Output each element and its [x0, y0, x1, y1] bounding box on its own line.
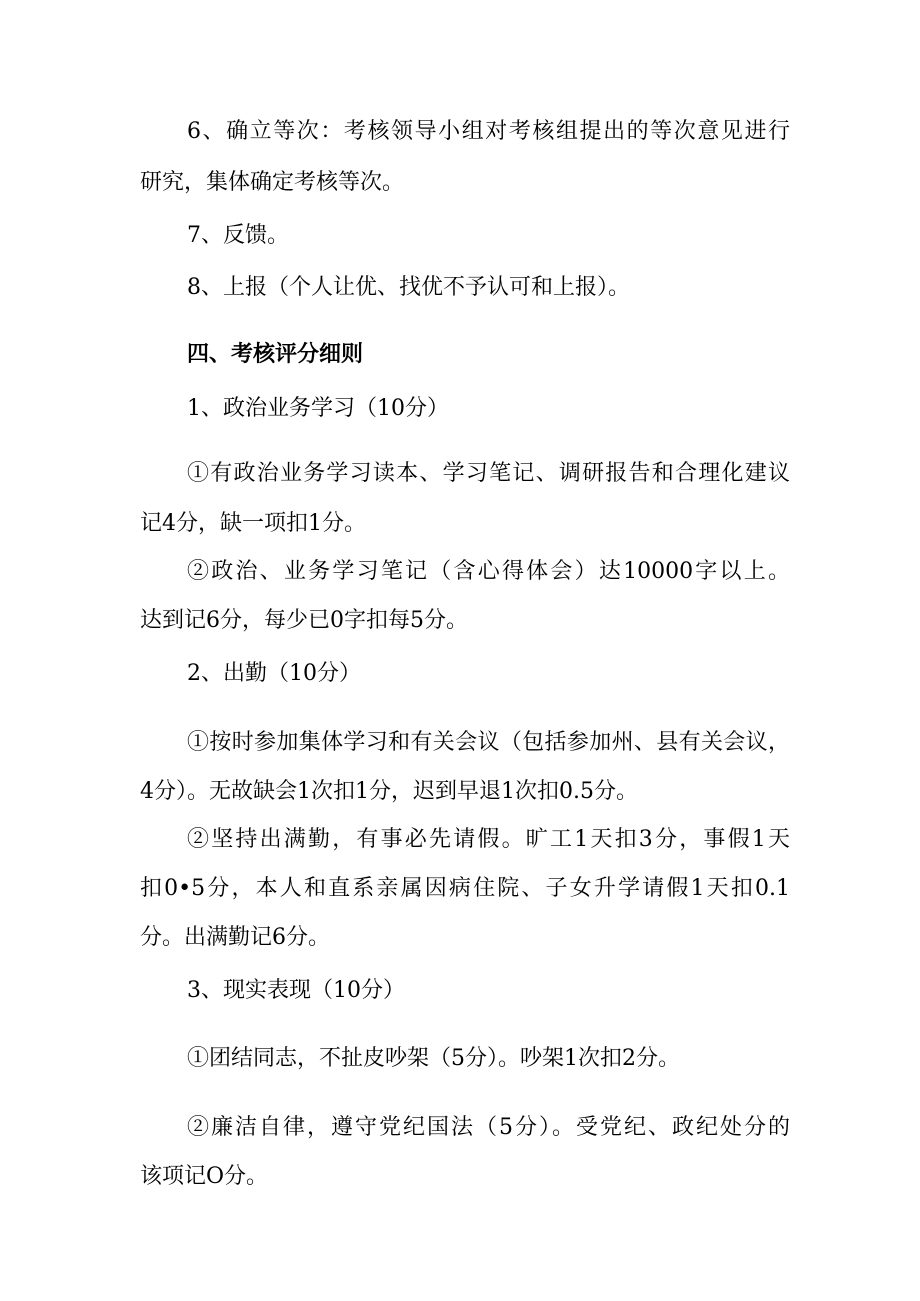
item-political-study-rule-2: ②政治、业务学习笔记（含心得体会）达10000字以上。: [187, 559, 790, 584]
item-political-study-rule-1-cont: 记4分，缺一项扣1分。: [140, 511, 366, 536]
item-attendance-rule-2-cont: 扣0•5分，本人和直系亲属因病住院、子女升学请假1天扣0.1: [140, 876, 790, 901]
item-conduct-rule-1: ①团结同志，不扯皮吵架（5分）。吵架1次扣2分。: [187, 1046, 680, 1071]
item-political-study-rule-1: ①有政治业务学习读本、学习笔记、调研报告和合理化建议: [187, 461, 790, 486]
item-attendance-rule-1: ①按时参加集体学习和有关会议（包括参加州、县有关会议，: [187, 730, 790, 755]
section-heading-scoring-rules: 四、考核评分细则: [187, 341, 364, 367]
paragraph-feedback: 7、反馈。: [187, 223, 289, 248]
item-conduct-rule-2-cont: 该项记O分。: [140, 1164, 269, 1189]
item-conduct-title: 3、现实表现（10分）: [187, 978, 405, 1003]
paragraph-determine-grade-cont: 研究，集体确定考核等次。: [140, 170, 405, 195]
item-attendance-rule-2: ②坚持出满勤，有事必先请假。旷工1天扣3分，事假1天: [187, 827, 790, 852]
item-attendance-rule-1-cont: 4分）。无故缺会1次扣1分，迟到早退1次扣0.5分。: [140, 779, 638, 804]
item-attendance-title: 2、出勤（10分）: [187, 661, 361, 686]
item-attendance-rule-2-end: 分。出满勤记6分。: [140, 925, 330, 950]
item-conduct-rule-2: ②廉洁自律，遵守党纪国法（5分）。受党纪、政纪处分的: [187, 1115, 790, 1140]
paragraph-report: 8、上报（个人让优、找优不予认可和上报）。: [187, 275, 630, 300]
item-political-study-rule-2-cont: 达到记6分，每少已0字扣每5分。: [140, 608, 468, 633]
item-political-study-title: 1、政治业务学习（10分）: [187, 396, 449, 421]
paragraph-determine-grade: 6、确立等次：考核领导小组对考核组提出的等次意见进行: [187, 119, 790, 144]
